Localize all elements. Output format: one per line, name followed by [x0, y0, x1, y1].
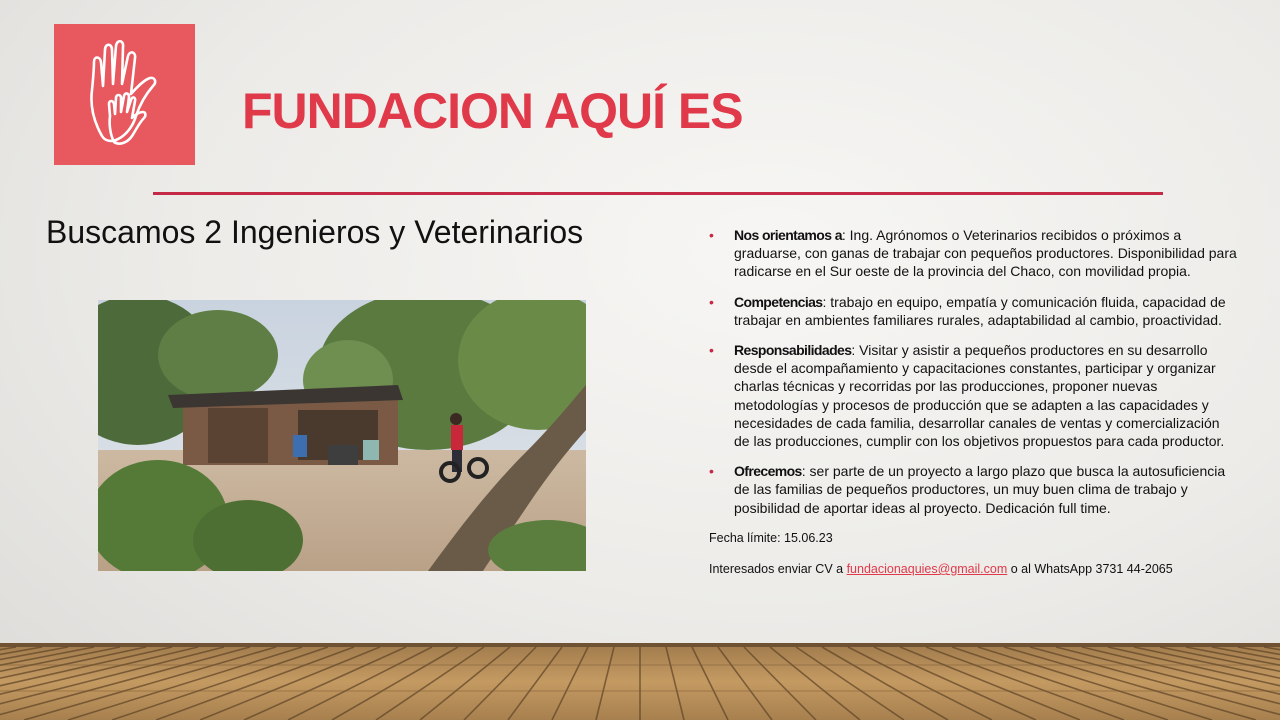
list-item	[709, 293, 1237, 329]
logo	[54, 24, 195, 165]
page-title: FUNDACION AQUÍ ES	[242, 83, 743, 139]
bullet-icon: •	[709, 342, 714, 359]
bullet-text: : ser parte de un proyecto a largo plazo que busca la autosuficiencia de las familias de pequeños productores, un muy buen clima de trabajo y posibilidad de aportar ideas al proyecto. Dedicación full time.	[734, 463, 1226, 516]
bullet-icon: •	[709, 293, 714, 310]
bullet-icon: •	[709, 227, 714, 243]
contact-suffix: o al WhatsApp 3731 44-2065	[1007, 562, 1173, 577]
bullet-text: : Ing. Agrónomos o Veterinarios recibidos o próximos a graduarse, con ganas de trabajar con pequeños productores. Disponibilidad para radicarse en el Sur oeste de la provincia del Chaco, con movilidad propia.	[734, 227, 1237, 280]
bullet-term: Ofrecemos	[734, 463, 802, 480]
list-item	[709, 462, 1237, 517]
bullet-icon: •	[709, 463, 714, 480]
contact-prefix: Interesados enviar CV a	[709, 562, 847, 577]
deadline: Fecha límite: 15.06.23	[709, 530, 833, 545]
list-item	[709, 341, 1237, 450]
bullet-text: : Visitar y asistir a pequeños productores en su desarrollo desde el acompañamiento y capacitaciones constantes, participar y organizar charlas técnicas y recorridas por las producciones, proponer nuevas metodologías y procesos de producción que se adapten a las capacidades y necesidades de cada familia, desarrollar canales de ventas y comercialización de las producciones, cumplir con los objetivos propuestos para cada productor.	[734, 342, 1225, 450]
bullet-term: Competencias	[734, 293, 823, 310]
rural-house-photo	[98, 300, 586, 571]
contact-line	[709, 560, 1237, 578]
title-divider	[153, 192, 1163, 195]
bullet-term: Nos orientamos a	[734, 227, 842, 243]
job-heading: Buscamos 2 Ingenieros y Veterinarios	[46, 214, 584, 250]
bullet-text: : trabajo en equipo, empatía y comunicación fluida, capacidad de trabajar en ambientes familiares rurales, adaptabilidad al cambio, proactividad.	[734, 293, 1226, 328]
job-details	[709, 226, 1237, 591]
requirements-list	[709, 226, 1237, 517]
email-link[interactable]: fundacionaquies@gmail.com	[846, 562, 1008, 577]
wood-floor	[0, 643, 1280, 720]
hands-icon	[54, 24, 195, 165]
bullet-term: Responsabilidades	[734, 342, 852, 359]
list-item	[709, 226, 1237, 281]
